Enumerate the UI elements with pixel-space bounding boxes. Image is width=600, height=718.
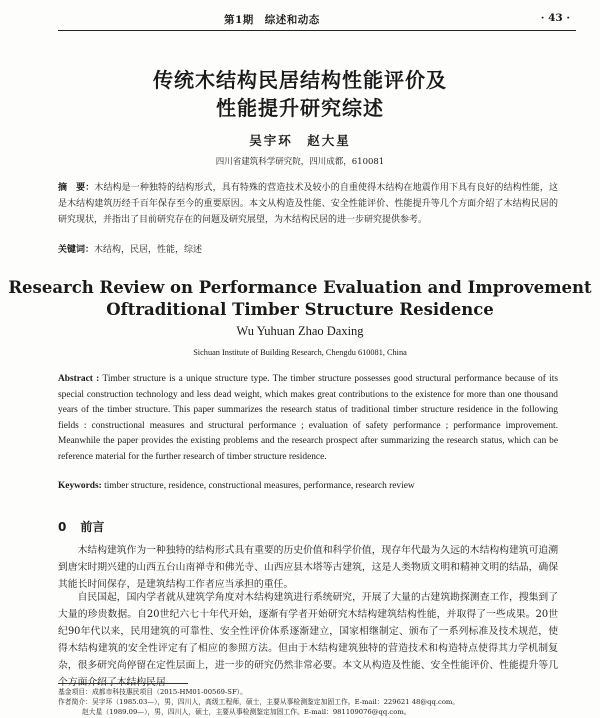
english-title-line2: Oftraditional Timber Structure Residence bbox=[106, 300, 494, 319]
footnote-funding: 基金项目：成都市科技惠民项目（2015-HM01-00569-SF）。 bbox=[58, 688, 247, 696]
running-header-page-number: · 43 · bbox=[540, 12, 570, 24]
english-abstract-label: Abstract : bbox=[58, 374, 100, 384]
chinese-keywords bbox=[58, 242, 202, 255]
chinese-title-line2: 性能提升研究综述 bbox=[216, 96, 384, 120]
chinese-abstract-label: 摘 要： bbox=[58, 183, 95, 193]
chinese-keywords-label: 关键词： bbox=[58, 245, 95, 255]
footnote-author2: 赵大星（1989.09—），男，四川人，硕士，主要从事检测鉴定加固工作。E-mail：981109076@qq.com。 bbox=[82, 708, 411, 716]
section-title: 前言 bbox=[80, 520, 105, 534]
header-rule bbox=[58, 30, 576, 31]
chinese-authors: 吴宇环 赵大星 bbox=[249, 133, 351, 148]
english-keywords bbox=[58, 481, 415, 491]
section-number: 0 bbox=[58, 520, 67, 534]
footnote-author1: 作者简介：吴宇环（1985.03—），男，四川人，高级工程师，硕士，主要从事检测鉴定加固工作。E-mail：229621 48@qq.com。 bbox=[58, 698, 460, 706]
english-title-line1: Research Review on Performance Evaluation and Improvement bbox=[8, 278, 592, 297]
chinese-abstract bbox=[58, 180, 558, 228]
footnote-rule bbox=[58, 683, 188, 684]
body-paragraph-2: 自民国起，国内学者就从建筑学角度对木结构建筑进行系统研究，开展了大量的古建筑勘探测查工作，搜集到了大量的珍贵数据。自20世纪六七十年代开始，逐渐有学者开始研究木结构建筑结构性能，并取得了一些成果。20世纪90年代以来，民用建筑的可靠性、安全性评价体系逐渐建立，国家相继制定、颁布了一系列标准及技术规范，使得木结构建筑的安全性评定有了相应的参照方法。但由于木结构建筑独特的营造技术和构造特点使得其力学机制复杂，很多研究尚停留在定性层面上，进一步的研究仍然非常必要。本文从构造及性能、安全性能评价、性能提升等几个方面介绍了木结构民居 bbox=[58, 592, 558, 688]
chinese-title-line1: 传统木结构民居结构性能评价及 bbox=[153, 68, 447, 92]
english-keywords-text: timber structure, residence, constructional measures, performance, research review bbox=[101, 481, 415, 491]
english-authors: Wu Yuhuan Zhao Daxing bbox=[236, 324, 364, 338]
chinese-abstract-text: 木结构是一种独特的结构形式，具有特殊的营造技术及较小的自重使得木结构在地震作用下具有良好的结构性能，这是木结构建筑历经千百年保存至今的重要原因。本文从构造及性能、安全性能评价、性能提升等几个方面介绍了木结构民居的研究现状，并指出了目前研究存在的问题及研究展望，为木结构民居的进一步研究提供参考。 bbox=[58, 183, 558, 225]
section-heading bbox=[58, 518, 118, 535]
english-affiliation: Sichuan Institute of Building Research, Chengdu 610081, China bbox=[193, 348, 407, 357]
body-paragraph-1: 木结构建筑作为一种独特的结构形式具有重要的历史价值和科学价值，现存年代最为久远的木结构构建筑可追溯到唐宋时期兴建的山西五台山南禅寺和佛光寺、山西应县木塔等古建筑，这是人类物质文明和精神文明的结晶，确保其能长时间保存，是建筑结构工作者应当承担的重任。 bbox=[58, 545, 558, 590]
english-keywords-label: Keywords: bbox=[58, 481, 102, 491]
chinese-affiliation: 四川省建筑科学研究院，四川成都，610081 bbox=[215, 157, 385, 167]
english-abstract-text: Timber structure is a unique structure type. The timber structure possesses good structural performance because of its special construction technology and less dead weight, which makes great contributions to the existence for more than one thousand years of the timber structure. This paper summarizes the research status of traditional timber structure residence in the following fields : constructional measures and structural performance ; evaluation of safety performance ; performance improvement. Meanwhile the paper provides the existing problems and the research prospect after summarizing the research status, which can be reference material for the further research of timber structure residence. bbox=[58, 374, 558, 462]
chinese-keywords-text: 木结构，民居，性能，综述 bbox=[94, 245, 203, 255]
running-header-section: 第1期 综述和动态 bbox=[224, 14, 320, 26]
english-abstract bbox=[58, 372, 558, 466]
